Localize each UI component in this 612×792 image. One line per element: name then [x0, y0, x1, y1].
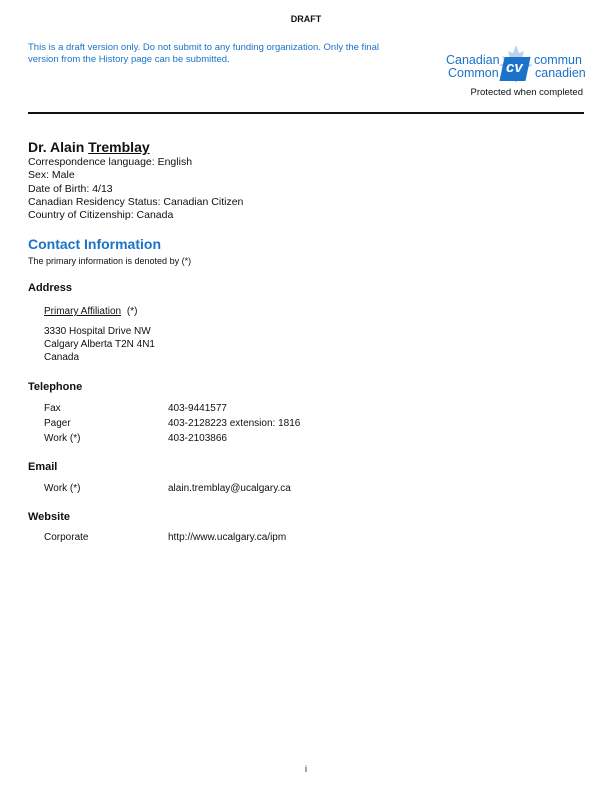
logo-text-commun: commun	[534, 53, 582, 67]
protected-label: Protected when completed	[470, 87, 583, 98]
website-row	[44, 532, 584, 543]
personal-details	[28, 156, 243, 222]
header-divider	[28, 112, 584, 114]
phone-label: Pager	[44, 418, 71, 429]
detail-language: Correspondence language: English	[28, 156, 193, 168]
phone-value: 403-2128223 extension: 1816	[168, 418, 301, 429]
website-value: http://www.ucalgary.ca/ipm	[168, 532, 287, 543]
phone-label: Fax	[44, 403, 61, 414]
detail-sex: Sex: Male	[28, 169, 75, 182]
page-number: i	[305, 764, 307, 774]
detail-birth-date: Date of Birth: 4/13	[28, 182, 113, 195]
email-value: alain.tremblay@ucalgary.ca	[168, 483, 291, 494]
person-name	[28, 139, 150, 155]
address-line: Calgary Alberta T2N 4N1	[44, 339, 155, 350]
address-line: 3330 Hospital Drive NW	[44, 326, 151, 337]
primary-note: The primary information is denoted by (*)	[28, 256, 192, 266]
detail-citizenship: Country of Citizenship: Canada	[28, 209, 174, 222]
address-line: Canada	[44, 352, 80, 363]
website-label: Corporate	[44, 532, 89, 543]
website-heading: Website	[28, 511, 70, 523]
draft-label: DRAFT	[290, 14, 322, 24]
name-prefix: Dr. Alain	[28, 139, 85, 155]
contact-heading: Contact Information	[28, 236, 161, 252]
phone-value: 403-9441577	[168, 403, 227, 414]
address-heading: Address	[28, 282, 73, 294]
email-row	[44, 483, 584, 494]
address-block	[44, 325, 155, 364]
telephone-row	[44, 418, 584, 429]
phone-value: 403-2103866	[168, 433, 227, 444]
logo-text-common: Common	[448, 66, 499, 80]
telephone-row	[44, 403, 584, 414]
ccv-logo	[446, 44, 588, 84]
logo-cv-text: cv	[506, 59, 523, 76]
detail-residency: Canadian Residency Status: Canadian Citizen	[28, 195, 244, 208]
phone-label: Work (*)	[44, 433, 81, 444]
draft-notice: This is a draft version only. Do not submit to any funding organization. Only the final version from the History page can be submitted.	[28, 42, 379, 65]
telephone-heading: Telephone	[28, 381, 83, 393]
primary-marker: (*)	[126, 306, 138, 317]
email-label: Work (*)	[44, 483, 81, 494]
telephone-row	[44, 433, 584, 444]
affiliation-label: Primary Affiliation	[44, 306, 122, 317]
email-heading: Email	[28, 461, 58, 473]
primary-affiliation	[44, 306, 137, 317]
logo-text-canadien: canadien	[535, 66, 586, 80]
logo-text-canadian: Canadian	[446, 53, 500, 67]
last-name: Tremblay	[88, 139, 150, 155]
